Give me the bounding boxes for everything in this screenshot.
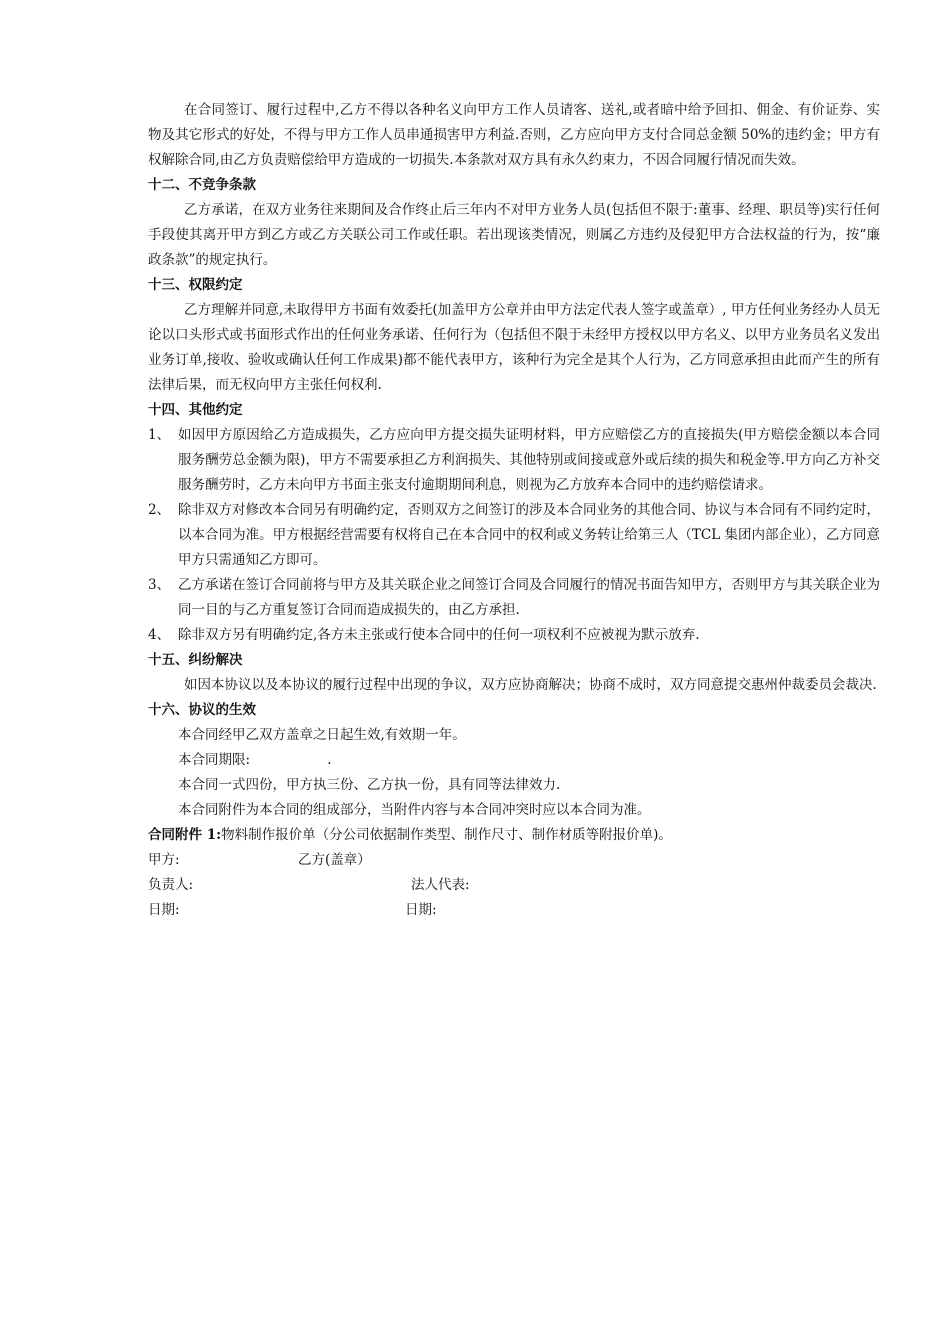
party-a-label: 甲方: bbox=[148, 852, 180, 868]
section-14-title: 十四、其他约定 bbox=[148, 402, 243, 418]
section-16-line: 本合同经甲乙双方盖章之日起生效,有效期一年。 bbox=[178, 727, 466, 743]
list-item bbox=[148, 423, 880, 498]
section-16-line: 本合同一式四份，甲方执三份、乙方执一份，具有同等法律效力. bbox=[178, 777, 561, 793]
section-15-title: 十五、纠纷解决 bbox=[148, 652, 243, 668]
list-item-number: 2、 bbox=[148, 502, 171, 518]
list-item-text: 除非双方对修改本合同另有明确约定，否则双方之间签订的涉及本合同业务的其他合同、协议与本合同有不同约定时，以本合同为准。甲方根据经营需要有权将自己在本合同中的权利或义务转让给第三人（TCL 集团内部企业），乙方同意甲方只需通知乙方即可。 bbox=[178, 502, 880, 568]
list-item-number: 4、 bbox=[148, 627, 171, 643]
signature-row-parties bbox=[148, 848, 880, 873]
list-item-number: 3、 bbox=[148, 577, 171, 593]
legal-rep-label: 法人代表: bbox=[411, 877, 470, 893]
section-15-body: 如因本协议以及本协议的履行过程中出现的争议，双方应协商解决；协商不成时，双方同意提交惠州仲裁委员会裁决. bbox=[184, 677, 877, 693]
section-16-title: 十六、协议的生效 bbox=[148, 702, 256, 718]
list-item bbox=[148, 573, 880, 623]
attachment-text: 物料制作报价单（分公司依据制作类型、制作尺寸、制作材质等附报价单)。 bbox=[221, 827, 672, 843]
list-item-text: 如因甲方原因给乙方造成损失，乙方应向甲方提交损失证明材料，甲方应赔偿乙方的直接损失(甲方赔偿金额以本合同服务酬劳总金额为限)，甲方不需要承担乙方利润损失、其他特别或间接或意外或后续的损失和税金等.甲方向乙方补交服务酬劳时，乙方未向甲方书面主张支付逾期期间利息，则视为乙方放弃本合同中的违约赔偿请求。 bbox=[178, 427, 880, 493]
section-12-body: 乙方承诺，在双方业务往来期间及合作终止后三年内不对甲方业务人员(包括但不限于:董事、经理、职员等)实行任何手段使其离开甲方到乙方或乙方关联公司工作或任职。若出现该类情况，则属乙方违约及侵犯甲方合法权益的行为，按“廉政条款”的规定执行。 bbox=[148, 202, 880, 268]
list-item bbox=[148, 623, 880, 648]
list-item-text: 乙方承诺在签订合同前将与甲方及其关联企业之间签订合同及合同履行的情况书面告知甲方，否则甲方与其关联企业为同一目的与乙方重复签订合同而造成损失的，由乙方承担. bbox=[178, 577, 880, 618]
section-13-body: 乙方理解并同意,未取得甲方书面有效委托(加盖甲方公章并由甲方法定代表人签字或盖章）, 甲方任何业务经办人员无论以口头形式或书面形式作出的任何业务承诺、任何行为（包括但不限于未经甲方授权以甲方名义、以甲方业务员名义发出业务订单,接收、验收或确认任何工作成果)都不能代表甲方，该种行为完全是其个人行为，乙方同意承担由此而产生的所有法律后果，而无权向甲方主张任何权利. bbox=[148, 302, 880, 393]
anti-bribery-paragraph: 在合同签订、履行过程中,乙方不得以各种名义向甲方工作人员请客、送礼,或者暗中给予回扣、佣金、有价证券、实物及其它形式的好处，不得与甲方工作人员串通损害甲方利益.否则，乙方应向甲方支付合同总金额 50%的违约金；甲方有权解除合同,由乙方负责赔偿给甲方造成的一切损失.本条款对双方具有永久约束力，不因合同履行情况而失效。 bbox=[148, 102, 880, 168]
attachment-line bbox=[148, 823, 880, 848]
party-b-label: 乙方(盖章） bbox=[298, 852, 371, 868]
attachment-label: 合同附件 1: bbox=[148, 827, 222, 843]
signature-row-dates bbox=[148, 898, 880, 923]
list-item bbox=[148, 498, 880, 573]
section-12-title: 十二、不竞争条款 bbox=[148, 177, 256, 193]
list-item-text: 除非双方另有明确约定,各方未主张或行使本合同中的任何一项权利不应被视为默示放弃. bbox=[178, 627, 700, 643]
section-16-line: 本合同期限: . bbox=[178, 752, 332, 768]
section-16-line: 本合同附件为本合同的组成部分，当附件内容与本合同冲突时应以本合同为准。 bbox=[178, 802, 651, 818]
date-b-label: 日期: bbox=[405, 902, 437, 918]
list-item-number: 1、 bbox=[148, 427, 171, 443]
section-13-title: 十三、权限约定 bbox=[148, 277, 243, 293]
principal-label: 负责人: bbox=[148, 877, 194, 893]
contract-page bbox=[148, 98, 880, 923]
signature-row-representatives bbox=[148, 873, 880, 898]
date-a-label: 日期: bbox=[148, 902, 180, 918]
